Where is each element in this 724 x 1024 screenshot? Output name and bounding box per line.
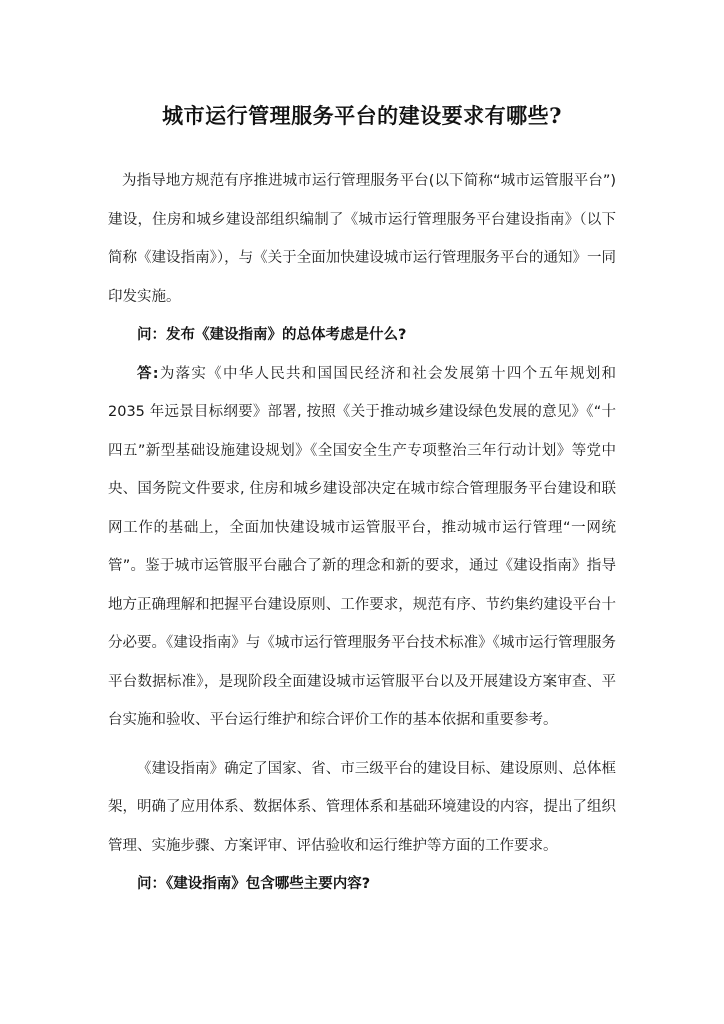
answer-lead: 答: (137, 365, 159, 382)
intro-paragraph: 为指导地方规范有序推进城市运行管理服务平台(以下简称“城市运管服平台”)建设，住房和城乡建设部组织编制了《城市运行管理服务平台建设指南》（以下简称《建设指南》），与《关于全面加快建设城市运行管理服务平台的通知》一同印发实施。 (108, 173, 616, 305)
question-2: 问：《建设指南》包含哪些主要内容? (137, 876, 371, 892)
document-title: 城市运行管理服务平台的建设要求有哪些? (162, 103, 562, 128)
answer-1-body: 为落实《中华人民共和国国民经济和社会发展第十四个五年规划和 2035 年远景目标纲要》部署, 按照《关于推动城乡建设绿色发展的意见》《“十四五”新型基础设施建设规划》《全国安全生产专项整治三年行动计划》等党中央、国务院文件要求, 住房和城乡建设部决定在城市综合管理服务平台建设和联网工作的基础上，全面加快建设城市运管服平台，推动城市运行管理“一网统管”。鉴于城市运管服平台融合了新的理念和新的要求，通过《建设指南》指导地方正确理解和把握平台建设原则、工作要求，规范有序、节约集约建设平台十分必要。《建设指南》与《城市运行管理服务平台技术标准》《城市运行管理服务平台数据标准》，是现阶段全面建设城市运管服平台以及开展建设方案审查、平台实施和验收、平台运行维护和综合评价工作的基本依据和重要参考。 (108, 365, 616, 728)
answer-1-paragraph (108, 355, 616, 740)
question-1: 问：发布《建设指南》的总体考虑是什么? (137, 327, 407, 343)
paragraph-3: 《建设指南》确定了国家、省、市三级平台的建设目标、建设原则、总体框架，明确了应用体系、数据体系、管理体系和基础环境建设的内容，提出了组织管理、实施步骤、方案评审、评估验收和运行维护等方面的工作要求。 (108, 760, 616, 854)
